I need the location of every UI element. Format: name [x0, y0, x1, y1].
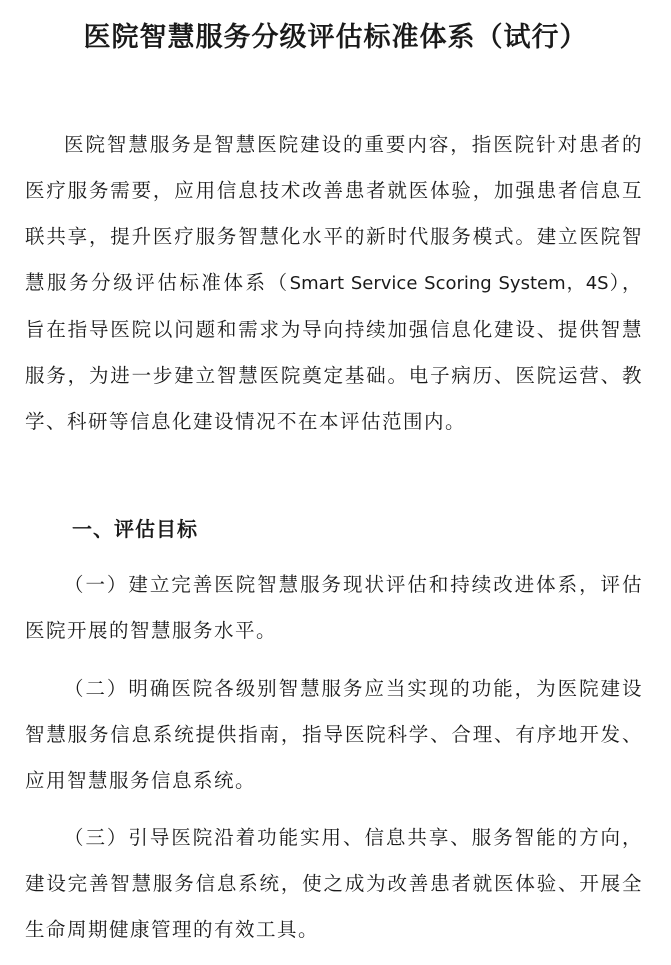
section-heading-evaluation-goals: 一、评估目标 — [72, 517, 198, 541]
document-title: 医院智慧服务分级评估标准体系（试行） — [83, 22, 588, 53]
intro-english-term: Smart Service Scoring System，4S — [289, 273, 609, 294]
goal-item-1: （一）建立完善医院智慧服务现状评估和持续改进体系，评估医院开展的智慧服务水平。 — [25, 573, 643, 642]
intro-text-part2: ），旨在指导医院以问题和需求为导向持续加强信息化建设、提供智慧服务，为进一步建立智慧医院奠定基础。电子病历、医院运营、教学、科研等信息化建设情况不在本评估范围内。 — [25, 271, 643, 433]
goal-item-3: （三）引导医院沿着功能实用、信息共享、服务智能的方向，建设完善智慧服务信息系统，使之成为改善患者就医体验、开展全生命周期健康管理的有效工具。 — [25, 826, 643, 941]
goal-item-2: （二）明确医院各级别智慧服务应当实现的功能，为医院建设智慧服务信息系统提供指南，指导医院科学、合理、有序地开发、应用智慧服务信息系统。 — [25, 677, 643, 792]
intro-paragraph — [25, 122, 643, 445]
intro-text-part1: 医院智慧服务是智慧医院建设的重要内容，指医院针对患者的医疗服务需要，应用信息技术改善患者就医体验，加强患者信息互联共享，提升医疗服务智慧化水平的新时代服务模式。建立医院智慧服务分级评估标准体系（ — [25, 133, 643, 294]
